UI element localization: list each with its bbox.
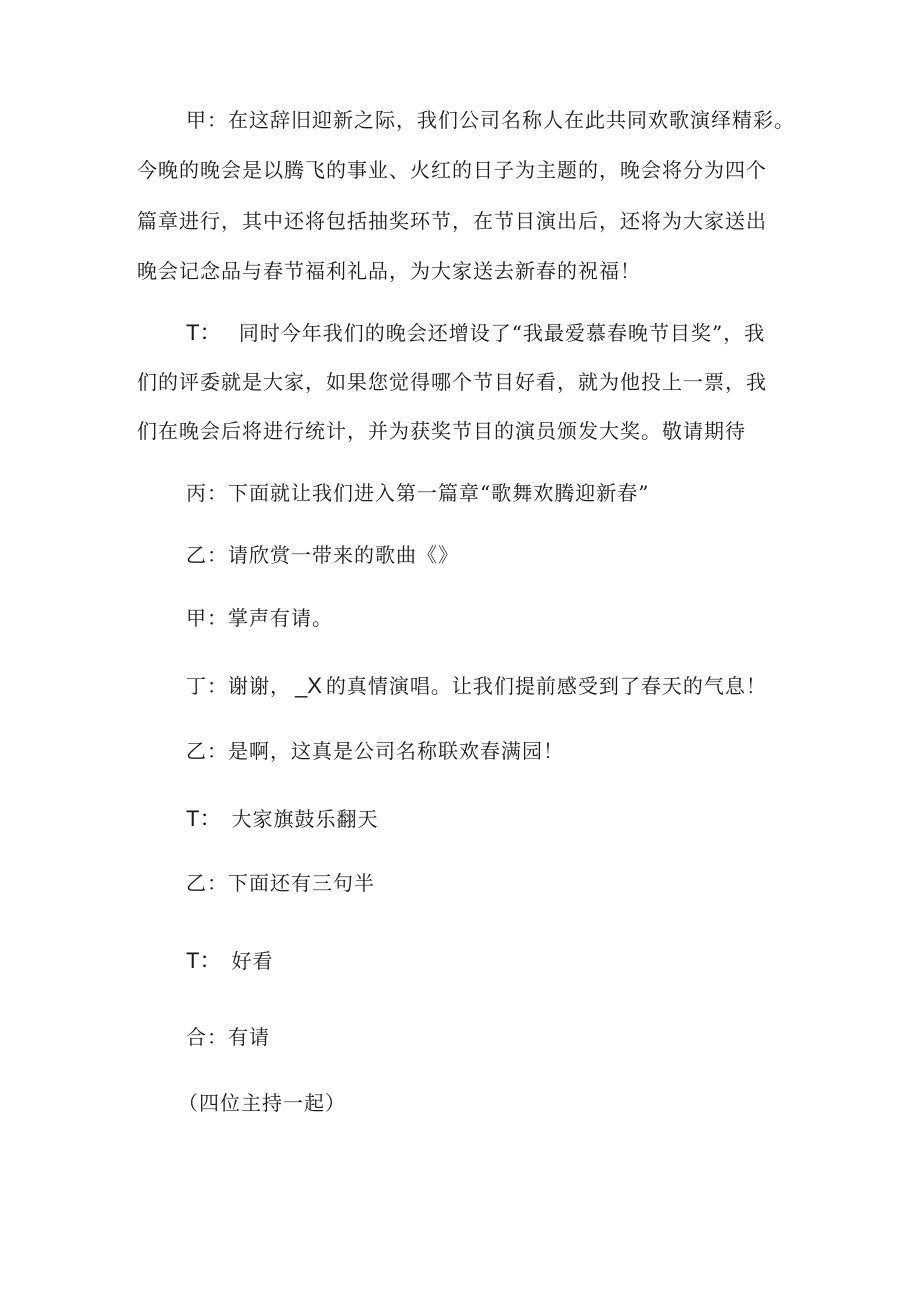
dialogue-text: 同时今年我们的晚会还增设了“我最爱慕春晚节目奖”，我 (238, 321, 766, 345)
speaker-label: 丙： (186, 481, 228, 505)
dialogue-line (186, 602, 333, 631)
speaker-label: 丁： (186, 674, 228, 698)
speaker-label: 乙： (186, 871, 228, 895)
dialogue-text: 请欣赏一带来的歌曲《》 (228, 543, 459, 567)
dialogue-line (186, 802, 378, 833)
stage-direction: （四位主持一起） (178, 1091, 346, 1115)
dialogue-text: 大家旗鼓乐翻天 (231, 807, 379, 831)
paragraph-1-line-3: 篇章进行，其中还将包括抽奖环节，在节目演出后，还将为大家送出 (137, 209, 767, 233)
dialogue-text: 谢谢， (228, 674, 291, 698)
dialogue-line (186, 477, 649, 506)
dialogue-line (186, 670, 767, 699)
paragraph-2-line-3: 们在晚会后将进行统计，并为获奖节目的演员颁发大奖。敬请期待 (137, 419, 746, 443)
speaker-label: 甲： (186, 606, 228, 630)
speaker-label: 乙： (186, 739, 228, 763)
dialogue-text: 好看 (231, 949, 274, 973)
dialogue-line (186, 867, 375, 896)
paragraph-2-line-1 (186, 316, 765, 347)
speaker-label: T： (186, 320, 222, 345)
paragraph-1-line-2: 今晚的晚会是以腾飞的事业、火红的日子为主题的，晚会将分为四个 (137, 158, 767, 182)
dialogue-text: 掌声有请。 (228, 606, 333, 630)
dialogue-text: 下面还有三句半 (228, 871, 375, 895)
paragraph-2-line-2: 们的评委就是大家，如果您觉得哪个节目好看，就为他投上一票，我 (137, 370, 767, 394)
dialogue-line (186, 735, 564, 764)
paragraph-1-line-4: 晚会记念品与春节福利礼品，为大家送去新春的祝福！ (137, 259, 641, 283)
paragraph-1-line-1: 甲：在这辞旧迎新之际，我们公司名称人在此共同欢歌演绎精彩。 (186, 108, 795, 132)
dialogue-text: 有请 (228, 1025, 270, 1049)
dialogue-line (186, 539, 459, 568)
placeholder-name: _X (295, 673, 322, 698)
speaker-label: 合： (186, 1025, 228, 1049)
speaker-label: 乙： (186, 543, 228, 567)
dialogue-line (186, 944, 273, 975)
dialogue-line (186, 1021, 270, 1050)
speaker-label: T： (186, 948, 222, 973)
dialogue-text: 是啊，这真是公司名称联欢春满园！ (228, 739, 564, 763)
speaker-label: T： (186, 806, 222, 831)
dialogue-text: 下面就让我们进入第一篇章“歌舞欢腾迎新春” (228, 481, 650, 505)
dialogue-text: 的真情演唱。让我们提前感受到了春天的气息！ (325, 674, 767, 698)
